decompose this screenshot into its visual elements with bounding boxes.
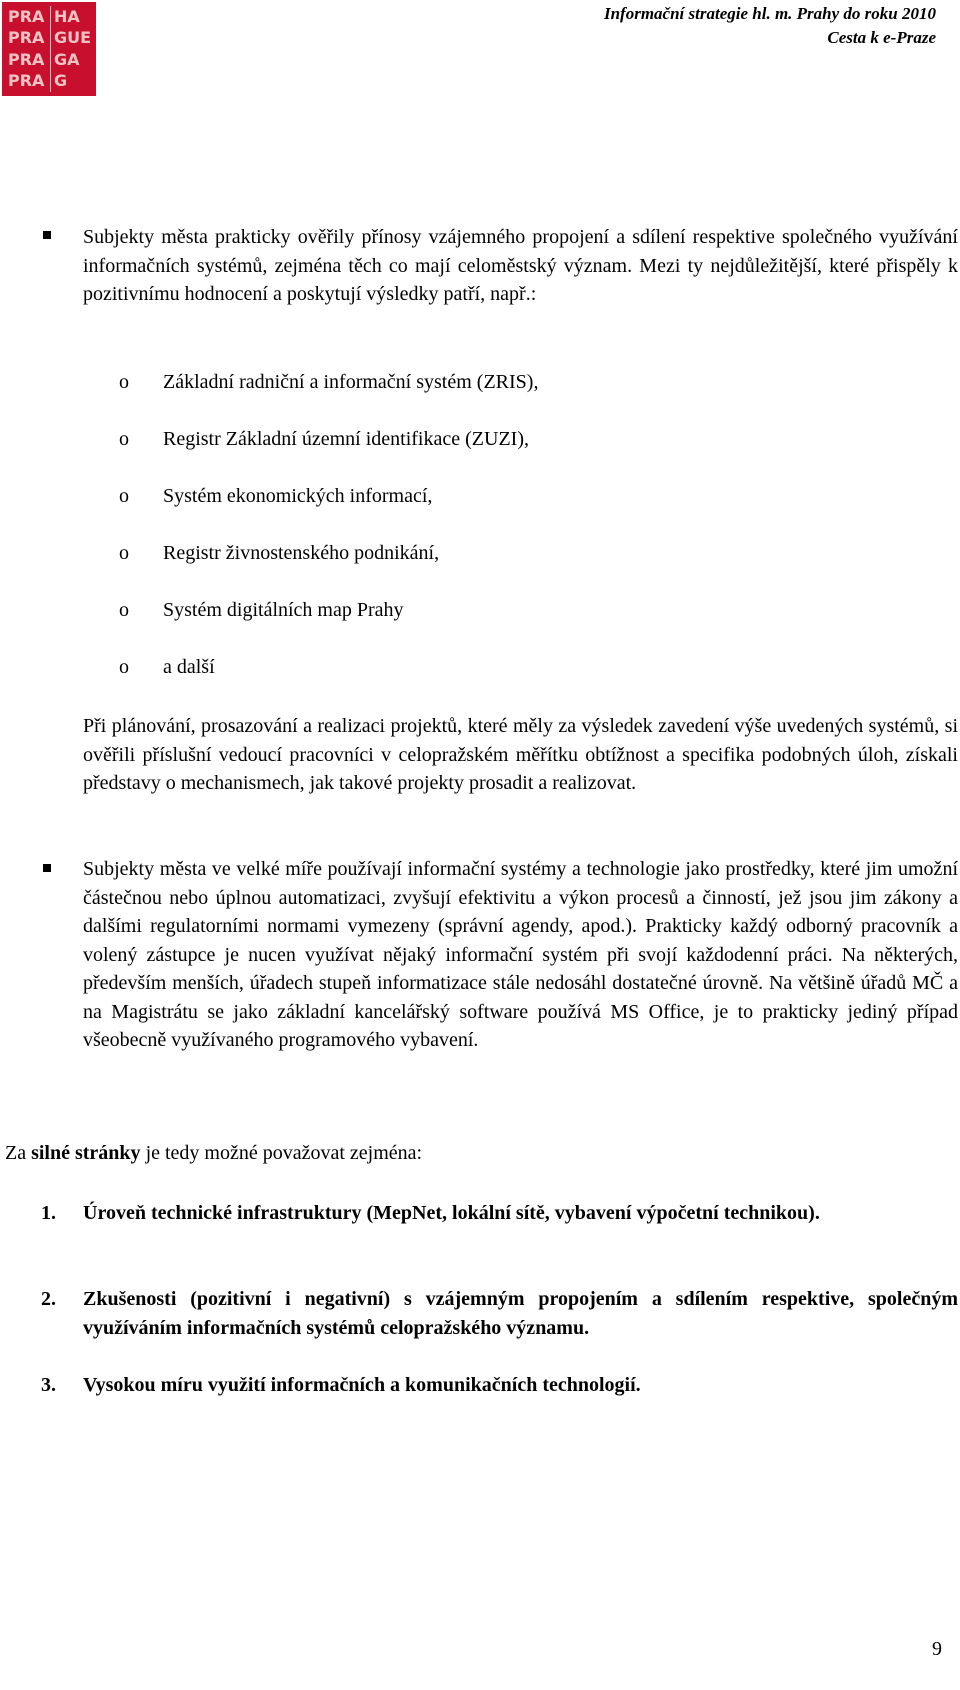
logo-text: HA [50, 6, 92, 28]
strength-text: Zkušenosti (pozitivní i negativní) s vzájemným propojením a sdílením respektive, společným využíváním informačních systémů celopražského významu. [83, 1288, 958, 1339]
logo-text: PRA [8, 6, 45, 26]
strengths-suffix: je tedy možné považovat zejména: [140, 1142, 423, 1164]
circle-bullet-icon: o [119, 428, 129, 450]
list-item-text: Základní radniční a informační systém (ZRIS), [163, 371, 539, 393]
circle-bullet-icon: o [119, 656, 129, 678]
circle-bullet-icon: o [119, 542, 129, 564]
list-item-text: Systém digitálních map Prahy [163, 599, 404, 621]
logo-text: GA [50, 49, 92, 71]
page-number: 9 [932, 1638, 942, 1660]
logo-text: PRA [8, 49, 45, 69]
bullet-paragraph-2: Subjekty města ve velké míře používají informační systémy a technologie jako prostředky, které jim umožní částečnou nebo úplnou automatizaci, zvyšují efektivitu a výkon procesů a činností, jež jsou jim zákony a dalšími regulatorními normami vymezeny (správní agendy, apod.). Prakticky každý odborný pracovník a volený zástupce je nucen využívat nějaký informační systém při svojí každodenní práci. Na některých, především menších, úřadech stupeň informatizace stále nedosáhl dostatečné úrovně. Na většině úřadů MČ a na Magistrátu se jako základní kancelářský software používá MS Office, je to prakticky jediný případ všeobecně využívaného programového vybavení. [83, 858, 958, 1051]
strengths-highlight: silné stránky [31, 1142, 141, 1164]
circle-bullet-icon: o [119, 371, 129, 393]
logo-text: PRA [8, 28, 45, 48]
praha-logo [2, 2, 96, 96]
logo-text: G [50, 71, 92, 93]
item-number: 3. [41, 1374, 56, 1396]
list-item-text: a další [163, 656, 215, 678]
document-header [604, 2, 936, 50]
bullet-paragraph-1: Subjekty města prakticky ověřily přínosy vzájemného propojení a sdílení respektive společného využívání informačních systémů, zejména těch co mají celoměstský význam. Mezi ty nejdůležitější, které přispěly k pozitivnímu hodnocení a poskytují výsledky patří, např.: [83, 226, 958, 305]
strengths-prefix: Za [5, 1142, 32, 1164]
item-number: 1. [41, 1202, 56, 1224]
list-item-text: Registr Základní územní identifikace (ZUZI), [163, 428, 529, 450]
list-item-text: Registr živnostenského podnikání, [163, 542, 440, 564]
logo-text: PRA [8, 71, 45, 91]
header-title: Informační strategie hl. m. Prahy do roku 2010 [603, 4, 936, 23]
circle-bullet-icon: o [119, 599, 129, 621]
square-bullet-icon [43, 231, 51, 239]
strength-text: Vysokou míru využití informačních a komunikačních technologií. [83, 1374, 641, 1396]
circle-bullet-icon: o [119, 485, 129, 507]
list-item-text: Systém ekonomických informací, [163, 485, 433, 507]
square-bullet-icon [43, 864, 51, 872]
follow-paragraph: Při plánování, prosazování a realizaci projektů, které měly za výsledek zavedení výše uvedených systémů, si ověřili příslušní vedoucí pracovníci v celopražském měřítku obtížnost a specifika podobných úloh, získali představy o mechanismech, jak takové projekty prosadit a realizovat. [83, 715, 958, 794]
strengths-intro [5, 1139, 955, 1168]
strength-text: Úroveň technické infrastruktury (MepNet, lokální sítě, vybavení výpočetní technikou). [83, 1202, 820, 1224]
item-number: 2. [41, 1288, 56, 1310]
header-subtitle: Cesta k e-Praze [827, 28, 936, 47]
logo-text: GUE [50, 28, 92, 50]
